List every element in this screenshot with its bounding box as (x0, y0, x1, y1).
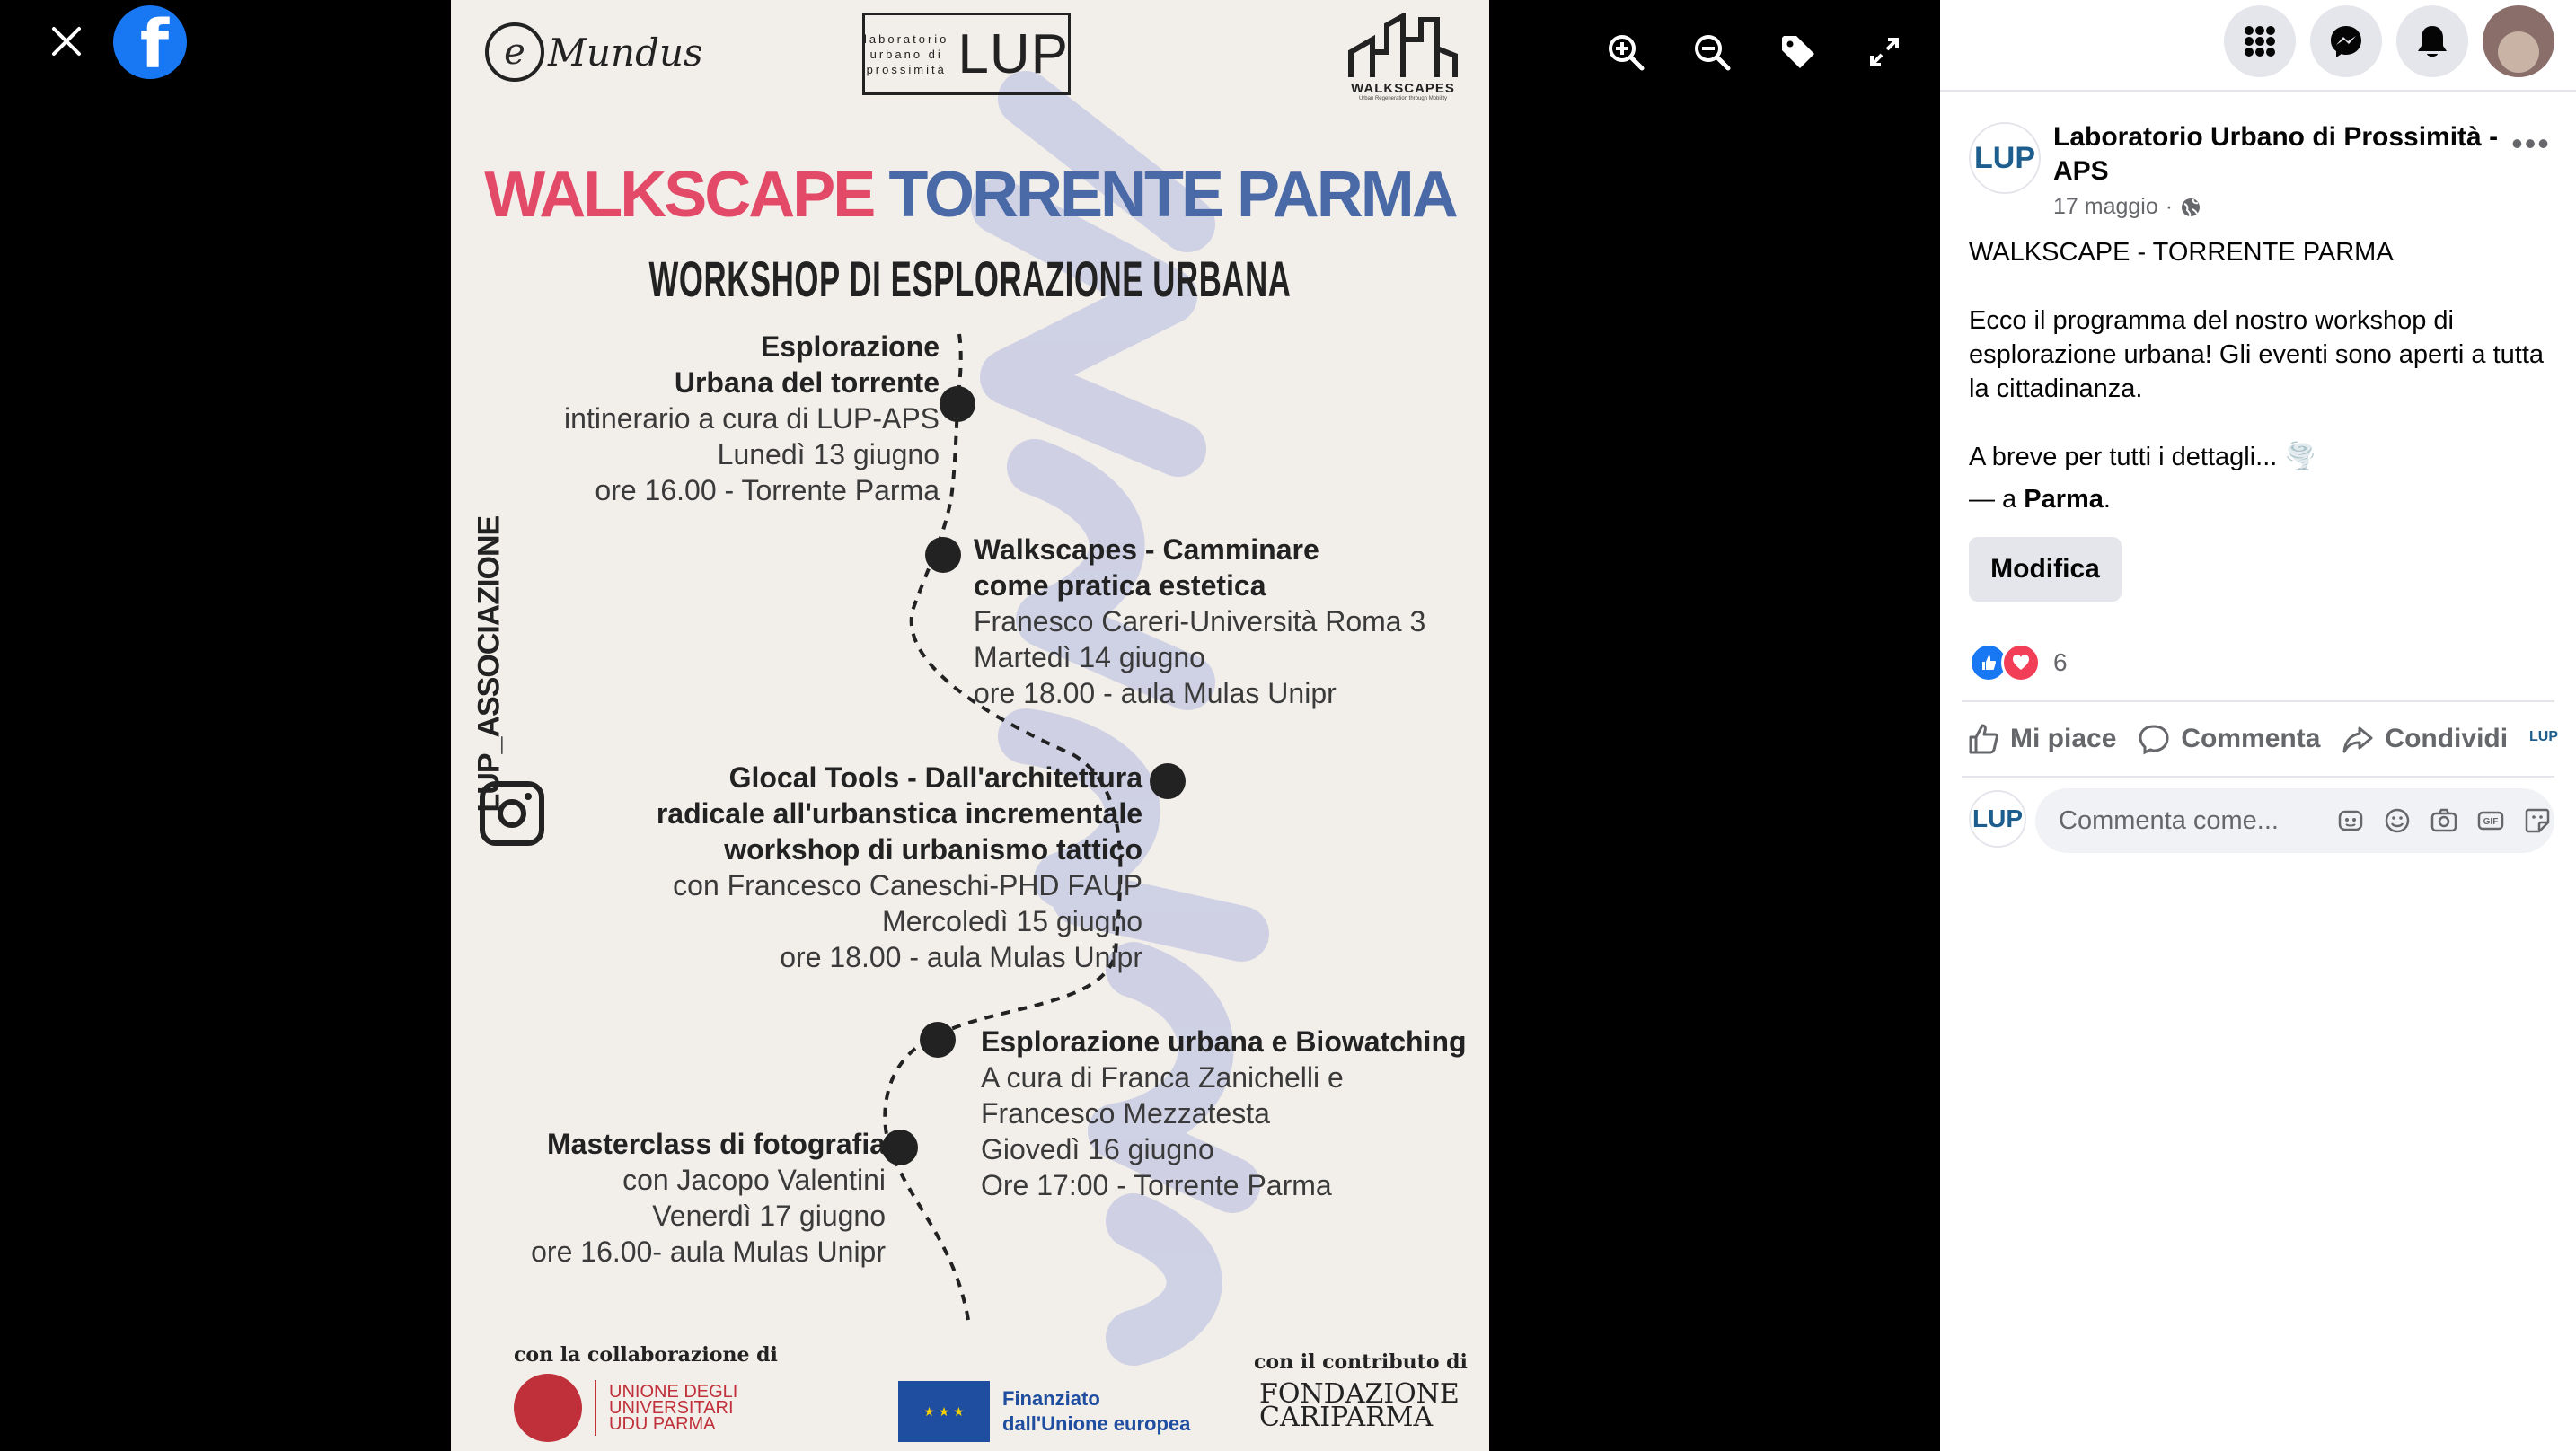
eu-funding-logo: ★ ★ ★ Finanziato dall'Unione europea (898, 1381, 1190, 1442)
fondazione-cariparma-logo: FONDAZIONE CARIPARMA (1259, 1378, 1460, 1433)
event-5: Masterclass di fotografia con Jacopo Valentini Venerdì 17 giugno ore 16.00- aula Mulas Unipr (531, 1128, 886, 1268)
tag-icon (1778, 32, 1818, 72)
instagram-icon (480, 781, 544, 846)
comment-input[interactable] (2057, 805, 2321, 837)
page-name-link[interactable]: Laboratorio Urbano di Prossimità - APS (2053, 122, 2499, 186)
event-1: Esplorazione Urbana del torrente intinerario a cura di LUP-APS Lunedì 13 giugno ore 16.00 - Torrente Parma (564, 330, 940, 506)
notifications-button[interactable] (2396, 5, 2468, 77)
poster-subtitle: WORKSHOP DI ESPLORAZIONE URBANA (648, 251, 1292, 307)
zoom-out-icon (1692, 32, 1732, 72)
location-line: — a Parma. (1969, 485, 2111, 514)
comment-box (2035, 788, 2554, 853)
svg-text:GIF: GIF (2483, 817, 2499, 827)
bell-icon (2415, 23, 2449, 59)
close-button[interactable] (43, 16, 90, 66)
zoom-in-button[interactable] (1599, 25, 1653, 79)
event-4: Esplorazione urbana e Biowatching A cura di Franca Zanichelli e Francesco Mezzatesta Giovedì 16 giugno Ore 17:00 - Torrente Parma (981, 1025, 1467, 1201)
grid-menu-icon (2242, 23, 2278, 59)
like-button[interactable]: Mi piace (1967, 723, 2116, 755)
comment-icon (2138, 723, 2170, 755)
avatar-sticker-icon (2336, 806, 2365, 835)
sticker-icon (2523, 806, 2552, 835)
post-image[interactable] (451, 0, 1489, 1451)
post-text: WALKSCAPE - TORRENTE PARMA Ecco il programma del nostro workshop di esplorazione urbana! Gli eventi sono aperti a tutta la cittadinanza. A breve per tutti i dettagli... 🌪️ (1969, 238, 2545, 471)
act-as-page-selector[interactable]: LUP (2529, 729, 2558, 744)
fullscreen-button[interactable] (1857, 25, 1911, 79)
gif-icon (2476, 806, 2505, 835)
contribution-label: con il contributo di (1254, 1350, 1468, 1374)
udu-sun-icon (514, 1374, 582, 1442)
udu-parma-logo: UNIONE DEGLI UNIVERSITARI UDU PARMA (514, 1374, 737, 1442)
tag-photo-button[interactable] (1771, 25, 1825, 79)
zoom-out-button[interactable] (1685, 25, 1739, 79)
camera-icon (2430, 806, 2458, 835)
globe-icon (2180, 197, 2201, 218)
top-bar (1940, 0, 2576, 92)
emundus-logo: e Mundus (485, 16, 703, 88)
edit-button[interactable]: Modifica (1969, 537, 2122, 602)
post-panel (1940, 0, 2576, 1451)
thumbs-up-icon (1967, 723, 1999, 755)
more-options-button[interactable]: ••• (2511, 125, 2551, 162)
lup-logo: laboratorio urbano di prossimità LUP (862, 13, 1071, 95)
poster-title: WALKSCAPE TORRENTE PARMA (484, 159, 1456, 231)
share-button[interactable]: Condividi (2342, 723, 2508, 755)
page-avatar[interactable]: LUP (1969, 122, 2041, 194)
menu-button[interactable] (2224, 5, 2296, 77)
zoom-in-icon (1606, 32, 1645, 72)
comment-button[interactable]: Commenta (2138, 723, 2320, 755)
share-icon (2342, 723, 2374, 755)
messenger-button[interactable] (2310, 5, 2382, 77)
post-date[interactable]: 17 maggio · (2053, 194, 2201, 220)
post-actions-bar (1962, 700, 2558, 778)
gif-button[interactable] (2474, 802, 2508, 840)
reaction-count: 6 (2053, 648, 2068, 676)
fullscreen-icon (1866, 34, 1902, 70)
camera-button[interactable] (2427, 802, 2461, 840)
skyline-icon (1347, 13, 1459, 81)
event-3: Glocal Tools - Dall'architettura radicale all'urbanstica incrementale workshop di urbanismo tattico con Francesco Caneschi-PHD FAUP Mercoledì 15 giugno ore 18.00 - aula Mulas Unipr (656, 761, 1142, 973)
emoji-button[interactable] (2380, 802, 2414, 840)
emoji-icon (2383, 806, 2412, 835)
facebook-logo-icon[interactable]: f (113, 5, 187, 79)
collaboration-label: con la collaborazione di (514, 1343, 778, 1367)
eu-flag-icon: ★ ★ ★ (898, 1381, 990, 1442)
commenter-avatar: LUP (1969, 790, 2026, 848)
profile-avatar[interactable] (2483, 5, 2554, 77)
messenger-icon (2328, 23, 2364, 59)
sticker-button[interactable] (2520, 802, 2554, 840)
walkscapes-logo: WALKSCAPES Urban Regeneration through Mobility (1340, 13, 1466, 110)
reactions-summary[interactable] (1969, 643, 2068, 682)
event-2: Walkscapes - Camminare come pratica estetica Franesco Careri-Università Roma 3 Martedì 14 giugno ore 18.00 - aula Mulas Unipr (974, 533, 1426, 709)
instagram-handle: LUP_ASSOCIAZIONE (472, 515, 507, 813)
close-icon (51, 26, 82, 57)
avatar-sticker-button[interactable] (2333, 802, 2368, 840)
love-reaction-icon (2001, 643, 2041, 682)
location-link[interactable]: Parma (2024, 485, 2104, 514)
